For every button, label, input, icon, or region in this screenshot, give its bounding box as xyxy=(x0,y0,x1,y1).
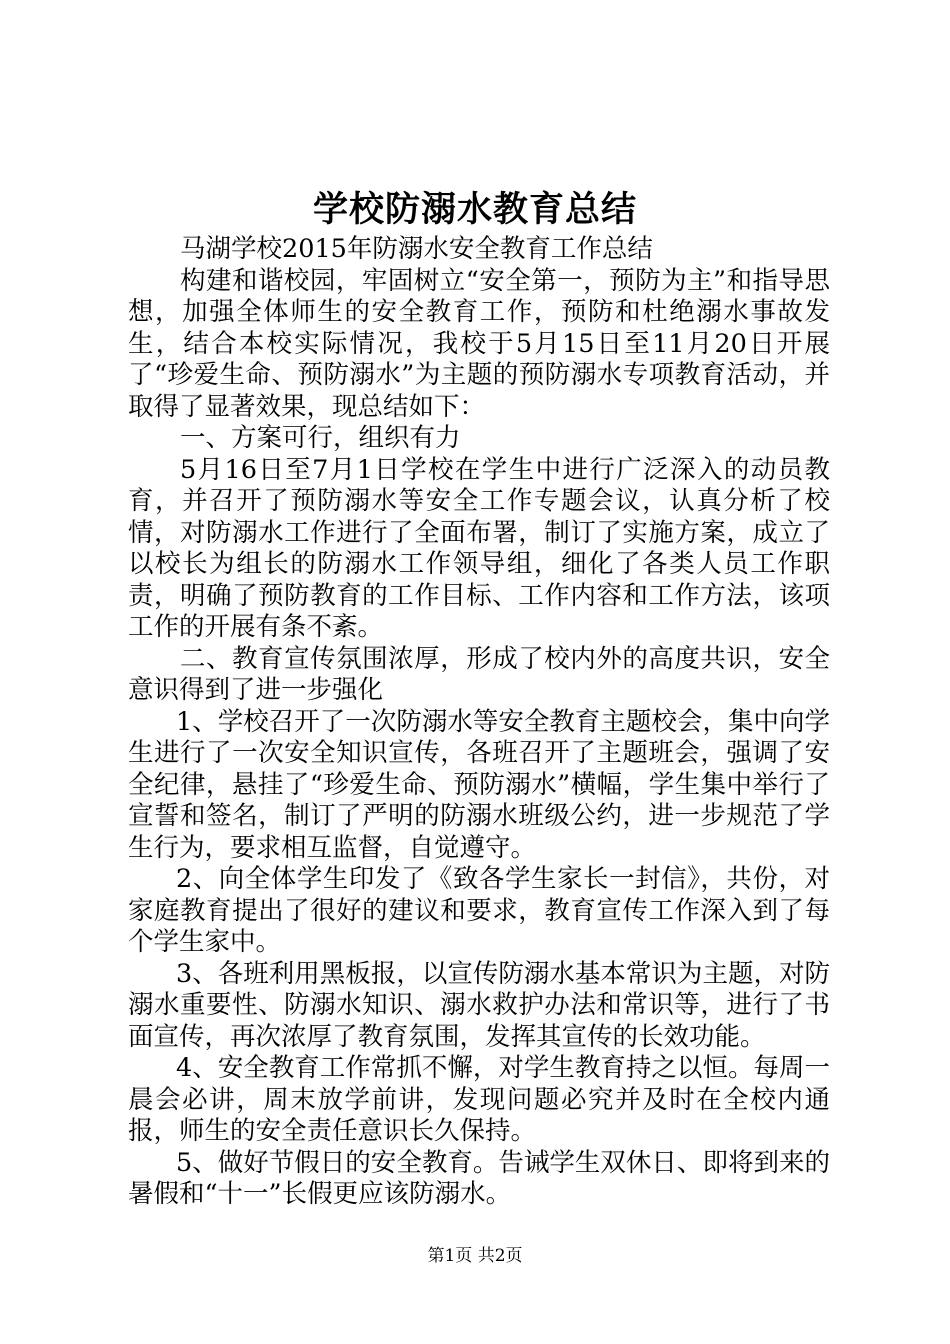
paragraph-item-3: 3、各班利用黑板报，以宣传防溺水基本常识为主题，对防溺水重要性、防溺水知识、溺水救护办法和常识等，进行了书面宣传，再次浓厚了教育氛围，发挥其宣传的长效功能。 xyxy=(128,958,830,1052)
paragraph-item-5: 5、做好节假日的安全教育。告诫学生双休日、即将到来的暑假和“十一”长假更应该防溺水。 xyxy=(128,1147,830,1209)
paragraph-item-2: 2、向全体学生印发了《致各学生家长一封信》，共份，对家庭教育提出了很好的建议和要求，教育宣传工作深入到了每个学生家中。 xyxy=(128,864,830,957)
paragraph-section-1: 5月16日至7月1日学校在学生中进行广泛深入的动员教育，并召开了预防溺水等安全工作专题会议，认真分析了校情，对防溺水工作进行了全面布署，制订了实施方案，成立了以校长为组长的防溺水工作领导组，细化了各类人员工作职责，明确了预防教育的工作目标、工作内容和工作方法，该项工作的开展有条不紊。 xyxy=(128,454,830,642)
document-title: 学校防溺水教育总结 xyxy=(312,189,637,230)
page-number-footer: 第1页 共2页 xyxy=(427,1246,523,1266)
document-body xyxy=(128,234,830,1211)
paragraph-item-4: 4、安全教育工作常抓不懈，对学生教育持之以恒。每周一晨会必讲，周末放学前讲，发现问题必究并及时在全校内通报，师生的安全责任意识长久保持。 xyxy=(128,1053,830,1146)
paragraph-subtitle: 马湖学校2015年防溺水安全教育工作总结 xyxy=(180,234,653,264)
section-heading-2: 二、教育宣传氛围浓厚，形成了校内外的高度共识，安全意识得到了进一步强化 xyxy=(128,643,830,705)
section-heading-1: 一、方案可行，组织有力 xyxy=(180,423,461,453)
paragraph-intro: 构建和谐校园，牢固树立“安全第一，预防为主”和指导思想，加强全体师生的安全教育工作，预防和杜绝溺水事故发生，结合本校实际情况，我校于5月15日至11月20日开展了“珍爱生命、预防溺水”为主题的预防溺水专项教育活动，并取得了显著效果，现总结如下： xyxy=(128,265,830,422)
paragraph-item-1: 1、学校召开了一次防溺水等安全教育主题校会，集中向学生进行了一次安全知识宣传，各班召开了主题班会，强调了安全纪律，悬挂了“珍爱生命、预防溺水”横幅，学生集中举行了宣誓和签名，制订了严明的防溺水班级公约，进一步规范了学生行为，要求相互监督，自觉遵守。 xyxy=(128,706,830,863)
